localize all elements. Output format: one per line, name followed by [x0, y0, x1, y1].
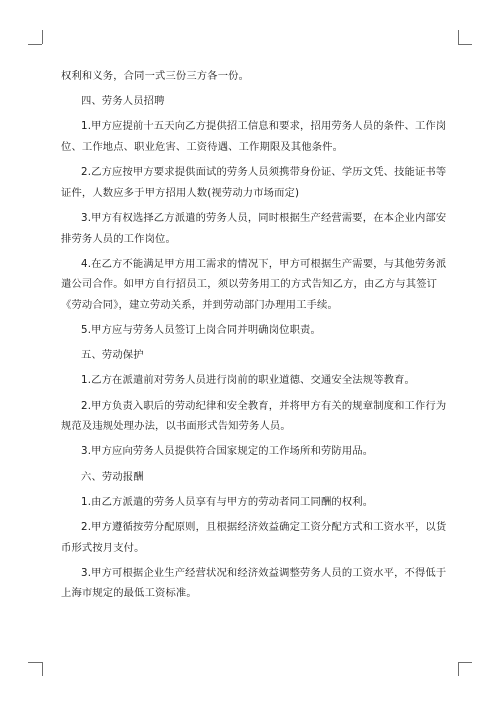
document-body	[61, 66, 447, 604]
paragraph-line: 1.甲方应提前十五天向乙方提供招工信息和要求，招用劳务人员的条件、工作岗	[81, 120, 447, 133]
paragraph-line: 5.甲方应与劳务人员签订上岗合同并明确岗位职责。	[81, 324, 321, 337]
section-heading: 五、劳动保护	[81, 349, 144, 362]
paragraph-line: 位、工作地点、职业危害、工资待遇、工作期限及其他条件。	[61, 140, 344, 153]
paragraph-line: 3.甲方可根据企业生产经营状况和经济效益调整劳务人员的工资水平，不得低于	[81, 566, 447, 579]
paragraph-line: 3.甲方有权选择乙方派遣的劳务人员，同时根据生产经营需要，在本企业内部安	[81, 211, 447, 224]
paragraph-line: 2.甲方遵循按劳分配原则，且根据经济效益确定工资分配方式和工资水平，以货	[81, 521, 447, 533]
paragraph-line: 2.甲方负责入职后的劳动纪律和安全教育，并将甲方有关的规章制度和工作行为	[81, 399, 447, 412]
paragraph-line: 《劳动合同》，建立劳动关系，并到劳动部门办理用工手续。	[61, 298, 338, 311]
paragraph-line: 规范及违规处理办法，以书面形式告知劳务人员。	[61, 420, 291, 433]
paragraph-line: 1.由乙方派遣的劳务人员享有与甲方的劳动者同工同酬的权利。	[81, 495, 374, 508]
paragraph-line: 上海市规定的最低工资标准。	[61, 587, 197, 600]
section-heading: 六、劳动报酬	[81, 470, 144, 483]
paragraph-line: 权利和义务，合同一式三份三方各一份。	[61, 70, 250, 82]
paragraph-line: 币形式按月支付。	[61, 541, 145, 554]
paragraph-line: 遣公司合作。如甲方自行招员工，须以劳务用工的方式告知乙方，由乙方与其签订	[61, 278, 438, 291]
paragraph-line: 4.在乙方不能满足甲方用工需求的情况下，甲方可根据生产需要，与其他劳务派	[81, 257, 447, 270]
paragraph-line: 3.甲方应向劳务人员提供符合国家规定的工作场所和劳防用品。	[81, 445, 374, 458]
paragraph-line: 1.乙方在派遣前对劳务人员进行岗前的职业道德、交通安全法规等教育。	[81, 374, 415, 387]
paragraph-line: 2.乙方应按甲方要求提供面试的劳务人员须携带身份证、学历文凭、技能证书等	[81, 166, 447, 179]
section-heading: 四、劳务人员招聘	[81, 95, 165, 108]
paragraph-line: 排劳务人员的工作岗位。	[61, 232, 176, 245]
paragraph-line: 证件，人数应多于甲方招用人数(视劳动力市场而定)	[61, 186, 300, 199]
